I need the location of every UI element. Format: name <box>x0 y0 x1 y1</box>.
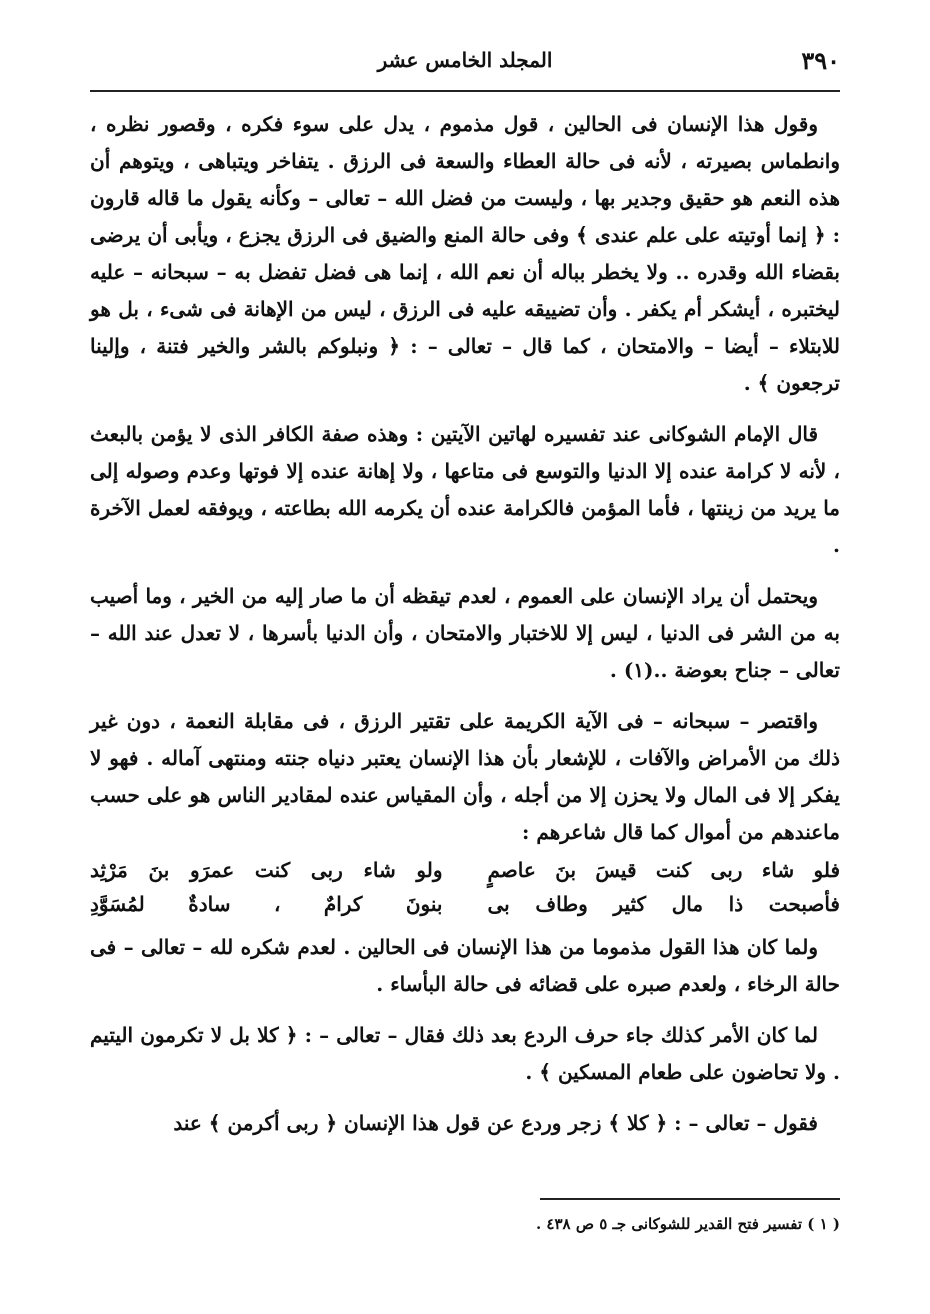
footnote: ( ١ ) تفسير فتح القدير للشوكانى جـ ٥ ص ٤٣٨ . <box>535 1215 840 1233</box>
running-title: المجلد الخامس عشر <box>377 48 553 72</box>
paragraph: ويحتمل أن يراد الإنسان على العموم ، لعدم تيقظه أن ما صار إليه من الخير ، وما أصيب به من الشر فى الدنيا ، ليس إلا للاختبار والامتحان ، وأن الدنيا بأسرها ، لا تعدل عند الله – تعالى – جناح بعوضة ..(١) . <box>90 584 840 682</box>
verse-second-hemistich: ولو شاء ربى كنت عمرَو بنَ مَرْثِد <box>90 858 443 882</box>
paragraph: قال الإمام الشوكانى عند تفسيره لهاتين الآيتين : وهذه صفة الكافر الذى لا يؤمن بالبعث ، لأنه لا كرامة عنده إلا الدنيا والتوسع فى متاعها ، ولا إهانة عنده إلا فوتها وعدم وصوله إلى ما يريد من زينتها ، فأما المؤمن فالكرامة عنده أن يكرمه الله بطاعته ، ويوفقه لعمل الآخرة . <box>90 422 840 557</box>
verse-line <box>90 887 840 921</box>
paragraph: لما كان الأمر كذلك جاء حرف الردع بعد ذلك فقال – تعالى – : ﴿ كلا بل لا تكرمون اليتيم . ولا تحاضون على طعام المسكين ﴾ . <box>90 1023 840 1084</box>
footnote-divider <box>540 1198 840 1200</box>
paragraph: واقتصر – سبحانه – فى الآية الكريمة على تقتير الرزق ، فى مقابلة النعمة ، دون غير ذلك من الأمراض والآفات ، للإشعار بأن هذا الإنسان يعتبر دنياه جنته ومنتهى آماله . فهو لا يفكر إلا فى المال ولا يحزن إلا من أجله ، وأن المقياس عنده لمقادير الناس هو على حسب ماعندهم من أموال كما قال شاعرهم : <box>90 709 840 844</box>
paragraph: وقول هذا الإنسان فى الحالين ، قول مذموم ، يدل على سوء فكره ، وقصور نظره ، وانطماس بصيرته ، لأنه فى حالة العطاء والسعة فى الرزق . يتفاخر ويتباهى ، ويتوهم أن هذه النعم هو حقيق وجدير بها ، وليست من فضل الله – تعالى – وكأنه يقول ما قاله قارون : ﴿ إنما أوتيته على علم عندى ﴾ وفى حالة المنع والضيق فى الرزق يجزع ، ويأبى أن يرضى بقضاء الله وقدره .. ولا يخطر بباله أن نعم الله ، إنما هى فضل تفضل به – سبحانه – عليه ليختبره ، أيشكر أم يكفر . وأن تضييقه عليه فى الرزق ، ليس من الإهانة فى شىء ، بل هو للابتلاء – أيضا – والامتحان ، كما قال – تعالى – : ﴿ ونبلوكم بالشر والخير فتنة ، وإلينا ترجعون ﴾ . <box>90 112 840 395</box>
paragraph: فقول – تعالى – : ﴿ كلا ﴾ زجر وردع عن قول هذا الإنسان ﴿ ربى أكرمن ﴾ عند <box>173 1111 818 1135</box>
header-divider <box>90 90 840 92</box>
verse-first-hemistich: فأصبحت ذا مال كثير وطاف بى <box>487 892 840 916</box>
book-page <box>90 40 840 1290</box>
main-text <box>90 106 840 1156</box>
page-header <box>90 40 840 84</box>
poem-verse <box>90 853 840 921</box>
page-number: ٣٩٠ <box>801 46 840 75</box>
verse-line <box>90 853 840 887</box>
verse-second-hemistich: بنونَ كرامٌ ، سادةٌ لمُسَوَّدِ <box>90 892 443 916</box>
paragraph: ولما كان هذا القول مذموما من هذا الإنسان فى الحالين . لعدم شكره لله – تعالى – فى حالة الرخاء ، ولعدم صبره على قضائه فى حالة البأساء . <box>90 935 840 996</box>
verse-first-hemistich: فلو شاء ربى كنت قيسَ بنَ عاصمٍ <box>487 858 840 882</box>
